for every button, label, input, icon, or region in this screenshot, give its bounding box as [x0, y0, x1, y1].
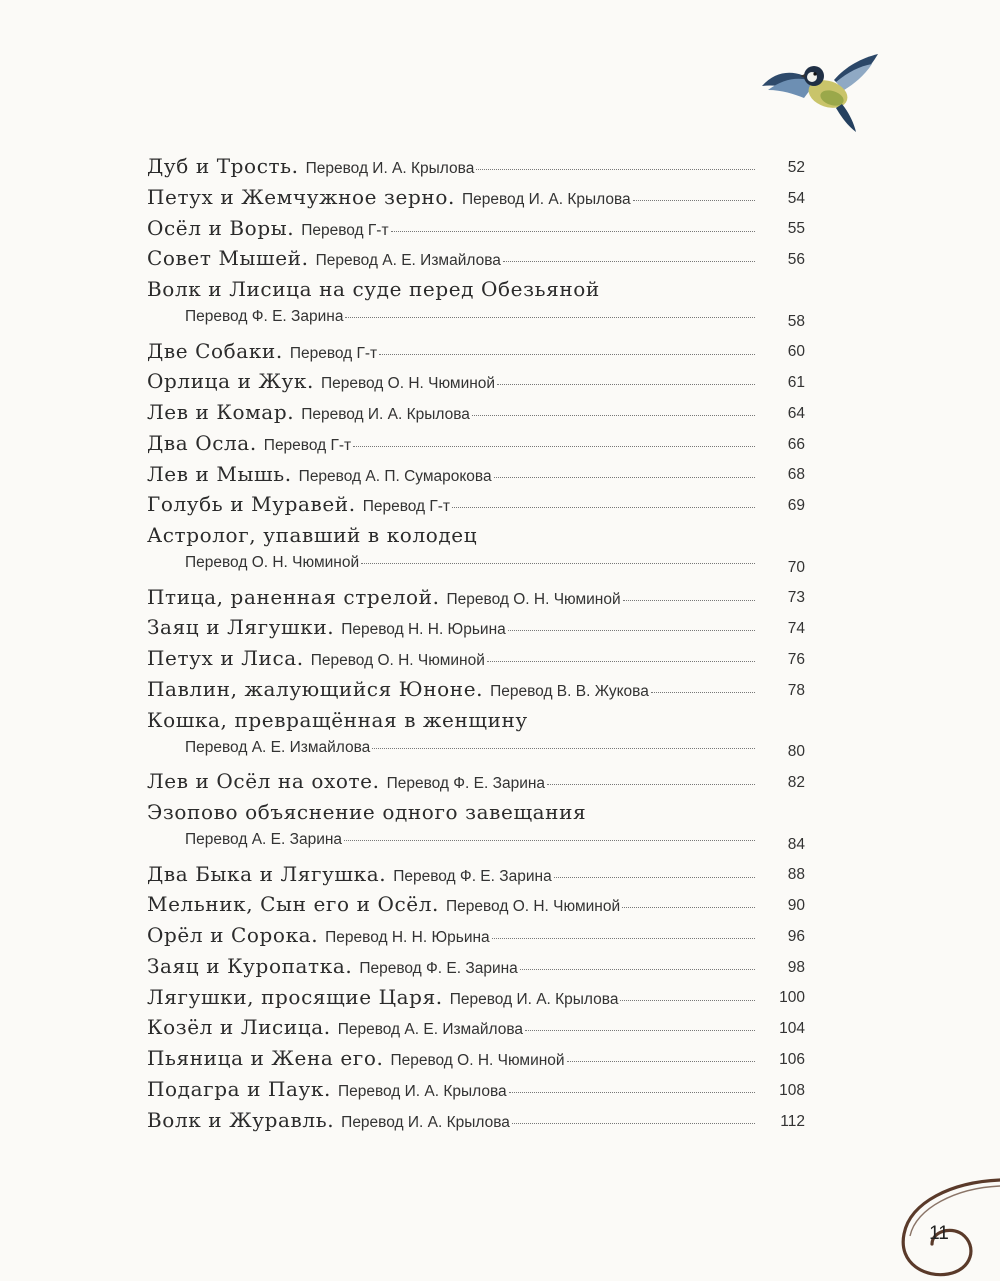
dot-leader	[492, 938, 755, 939]
toc-entry[interactable]	[147, 829, 805, 860]
toc-translator: Перевод Ф. Е. Зарина	[393, 867, 552, 885]
toc-entry[interactable]	[147, 952, 805, 983]
toc-page-number: 108	[779, 1081, 805, 1099]
toc-page-number: 104	[779, 1020, 805, 1038]
toc-translator: Перевод А. Е. Измайлова	[315, 252, 501, 270]
toc-title: Козёл и Лисица.	[147, 1015, 331, 1040]
toc-page-number: 54	[787, 189, 805, 207]
dot-leader	[391, 231, 755, 232]
toc-entry[interactable]	[147, 1013, 805, 1044]
toc-entry[interactable]	[147, 767, 805, 798]
toc-title: Два Осла.	[147, 430, 257, 455]
dot-leader	[379, 354, 755, 355]
toc-title: Дуб и Трость.	[147, 154, 299, 178]
dot-leader	[547, 784, 755, 785]
toc-translator: Перевод И. А. Крылова	[341, 1113, 510, 1131]
toc-page-number: 74	[787, 620, 805, 638]
dot-leader	[525, 1030, 755, 1031]
toc-translator: Перевод Н. Н. Юрьина	[341, 621, 506, 639]
toc-entry[interactable]	[147, 613, 805, 644]
toc-entry[interactable]	[147, 1075, 805, 1106]
toc-title: Голубь и Муравей.	[147, 492, 356, 517]
toc-page-number: 73	[787, 589, 805, 607]
dot-leader	[452, 507, 755, 508]
toc-translator: Перевод Г-т	[263, 436, 352, 454]
toc-title: Заяц и Куропатка.	[147, 953, 353, 978]
dot-leader	[554, 877, 755, 878]
dot-leader	[494, 477, 755, 478]
toc-translator: Перевод О. Н. Чюминой	[446, 590, 621, 608]
dot-leader	[361, 563, 755, 564]
dot-leader	[520, 969, 755, 970]
toc-page-number: 84	[787, 835, 805, 853]
toc-translator: Перевод Ф. Е. Зарина	[359, 959, 518, 977]
toc-page-number: 68	[787, 466, 805, 484]
toc-entry[interactable]	[147, 1106, 805, 1137]
toc-title: Петух и Лиса.	[147, 646, 304, 671]
toc-page-number: 58	[787, 312, 805, 330]
dot-leader	[344, 840, 755, 841]
dot-leader	[508, 630, 755, 631]
dot-leader	[620, 1000, 755, 1001]
toc-translator: Перевод А. Е. Измайлова	[185, 738, 371, 756]
toc-translator: Перевод О. Н. Чюминой	[310, 652, 485, 670]
dot-leader	[487, 661, 755, 662]
toc-title: Эзопово объяснение одного завещания	[147, 800, 587, 825]
dot-leader	[622, 907, 755, 908]
toc-translator: Перевод А. Е. Измайлова	[337, 1021, 524, 1039]
dot-leader	[509, 1092, 755, 1093]
toc-translator: Перевод О. Н. Чюминой	[446, 898, 621, 916]
toc-title: Лев и Комар.	[147, 400, 295, 425]
toc-title: Орлица и Жук.	[147, 369, 314, 394]
toc-title: Кошка, превращённая в женщину	[147, 707, 528, 732]
toc-title: Орёл и Сорока.	[147, 923, 319, 948]
toc-page-number: 56	[787, 251, 805, 269]
toc-title: Осёл и Воры.	[147, 215, 295, 240]
dot-leader	[633, 200, 755, 201]
toc-title: Павлин, жалующийся Юноне.	[147, 677, 484, 702]
toc-page-number: 70	[787, 558, 805, 576]
toc-page-number: 112	[780, 1112, 805, 1130]
toc-entry[interactable]	[147, 490, 805, 521]
toc-translator: Перевод И. А. Крылова	[337, 1082, 507, 1100]
toc-translator: Перевод А. Е. Зарина	[185, 830, 343, 848]
toc-title: Мельник, Сын его и Осёл.	[147, 892, 439, 917]
toc-page-number: 78	[787, 681, 805, 699]
toc-page-number: 66	[787, 435, 805, 453]
toc-translator: Перевод О. Н. Чюминой	[185, 553, 360, 571]
toc-translator: Перевод Г-т	[289, 344, 378, 362]
toc-translator: Перевод О. Н. Чюминой	[320, 375, 496, 393]
toc-title: Волк и Лисица на суде перед Обезьяной	[147, 277, 600, 302]
toc-page-number: 55	[787, 220, 805, 238]
toc-title: Пьяница и Жена его.	[147, 1046, 384, 1071]
toc-page-number: 98	[787, 958, 805, 976]
dot-leader	[503, 261, 755, 262]
toc-page-number: 69	[787, 497, 805, 515]
toc-translator: Перевод И. А. Крылова	[461, 190, 631, 208]
toc-title: Заяц и Лягушки.	[147, 615, 335, 640]
toc-page-number: 96	[787, 927, 805, 945]
dot-leader	[512, 1123, 755, 1124]
toc-title: Лев и Осёл на охоте.	[147, 769, 380, 794]
dot-leader	[476, 169, 755, 170]
toc-entry[interactable]	[147, 1044, 805, 1075]
toc-entry[interactable]	[147, 583, 805, 614]
toc-page-number: 100	[779, 989, 805, 1007]
toc-translator: Перевод Н. Н. Юрьина	[325, 929, 490, 947]
toc-entry-title-row	[147, 275, 805, 306]
toc-entry[interactable]	[147, 306, 805, 337]
toc-entry[interactable]	[147, 460, 805, 491]
toc-entry[interactable]	[147, 890, 805, 921]
toc-entry[interactable]	[147, 983, 805, 1014]
dot-leader	[345, 317, 755, 318]
toc-translator: Перевод А. П. Сумарокова	[298, 467, 492, 485]
toc-entry[interactable]	[147, 860, 805, 891]
toc-title: Лягушки, просящие Царя.	[147, 984, 443, 1009]
toc-page-number: 60	[787, 343, 805, 361]
toc-entry[interactable]	[147, 214, 805, 245]
toc-entry-title-row	[147, 521, 805, 552]
toc-entry[interactable]	[147, 552, 805, 583]
toc-page-number: 80	[787, 743, 805, 761]
toc-title: Волк и Журавль.	[147, 1107, 335, 1132]
toc-translator: Перевод Г-т	[362, 498, 451, 516]
dot-leader	[372, 748, 755, 749]
toc-translator: Перевод Ф. Е. Зарина	[185, 307, 344, 325]
toc-translator: Перевод О. Н. Чюминой	[390, 1052, 565, 1070]
toc-page-number: 64	[787, 404, 805, 422]
toc-translator: Перевод Г-т	[301, 221, 389, 239]
dot-leader	[353, 446, 755, 447]
dot-leader	[651, 692, 755, 693]
toc-translator: Перевод И. А. Крылова	[449, 990, 619, 1008]
toc-translator: Перевод И. А. Крылова	[301, 406, 470, 424]
toc-entry-title-row	[147, 798, 805, 829]
toc-title: Совет Мышей.	[147, 246, 309, 271]
toc-title: Петух и Жемчужное зерно.	[147, 184, 455, 209]
toc-entry[interactable]	[147, 183, 805, 214]
toc-entry[interactable]	[147, 152, 805, 183]
toc-entry[interactable]	[147, 398, 805, 429]
toc-page-number: 106	[779, 1050, 805, 1068]
toc-entry[interactable]	[147, 367, 805, 398]
toc-page-number: 61	[787, 374, 805, 392]
toc-page-number: 76	[787, 651, 805, 669]
toc-translator: Перевод И. А. Крылова	[305, 160, 475, 177]
toc-entry[interactable]	[147, 244, 805, 275]
toc-title: Подагра и Паук.	[147, 1076, 331, 1101]
toc-title: Птица, раненная стрелой.	[147, 584, 440, 609]
toc-page-number: 90	[787, 897, 805, 915]
dot-leader	[567, 1061, 755, 1062]
toc-title: Два Быка и Лягушка.	[147, 861, 387, 886]
toc-entry-title-row	[147, 706, 805, 737]
toc-title: Астролог, упавший в колодец	[147, 523, 478, 548]
toc-translator: Перевод Ф. Е. Зарина	[386, 775, 546, 793]
toc-entry[interactable]	[147, 644, 805, 675]
toc-entry[interactable]	[147, 921, 805, 952]
dot-leader	[623, 600, 755, 601]
dot-leader	[472, 415, 755, 416]
toc-entry[interactable]	[147, 337, 805, 368]
toc-entry[interactable]	[147, 429, 805, 460]
bird-illustration	[758, 50, 882, 136]
toc-entry[interactable]	[147, 737, 805, 768]
toc-title: Лев и Мышь.	[147, 461, 292, 486]
toc-page-number: 88	[787, 866, 805, 884]
toc-page-number: 82	[787, 774, 805, 792]
dot-leader	[497, 384, 755, 385]
page-number: 11	[929, 1223, 949, 1244]
toc-entry[interactable]	[147, 675, 805, 706]
toc-page-number: 52	[787, 158, 805, 176]
table-of-contents	[147, 152, 805, 1137]
toc-translator: Перевод В. В. Жукова	[490, 683, 649, 701]
toc-title: Две Собаки.	[147, 338, 283, 363]
